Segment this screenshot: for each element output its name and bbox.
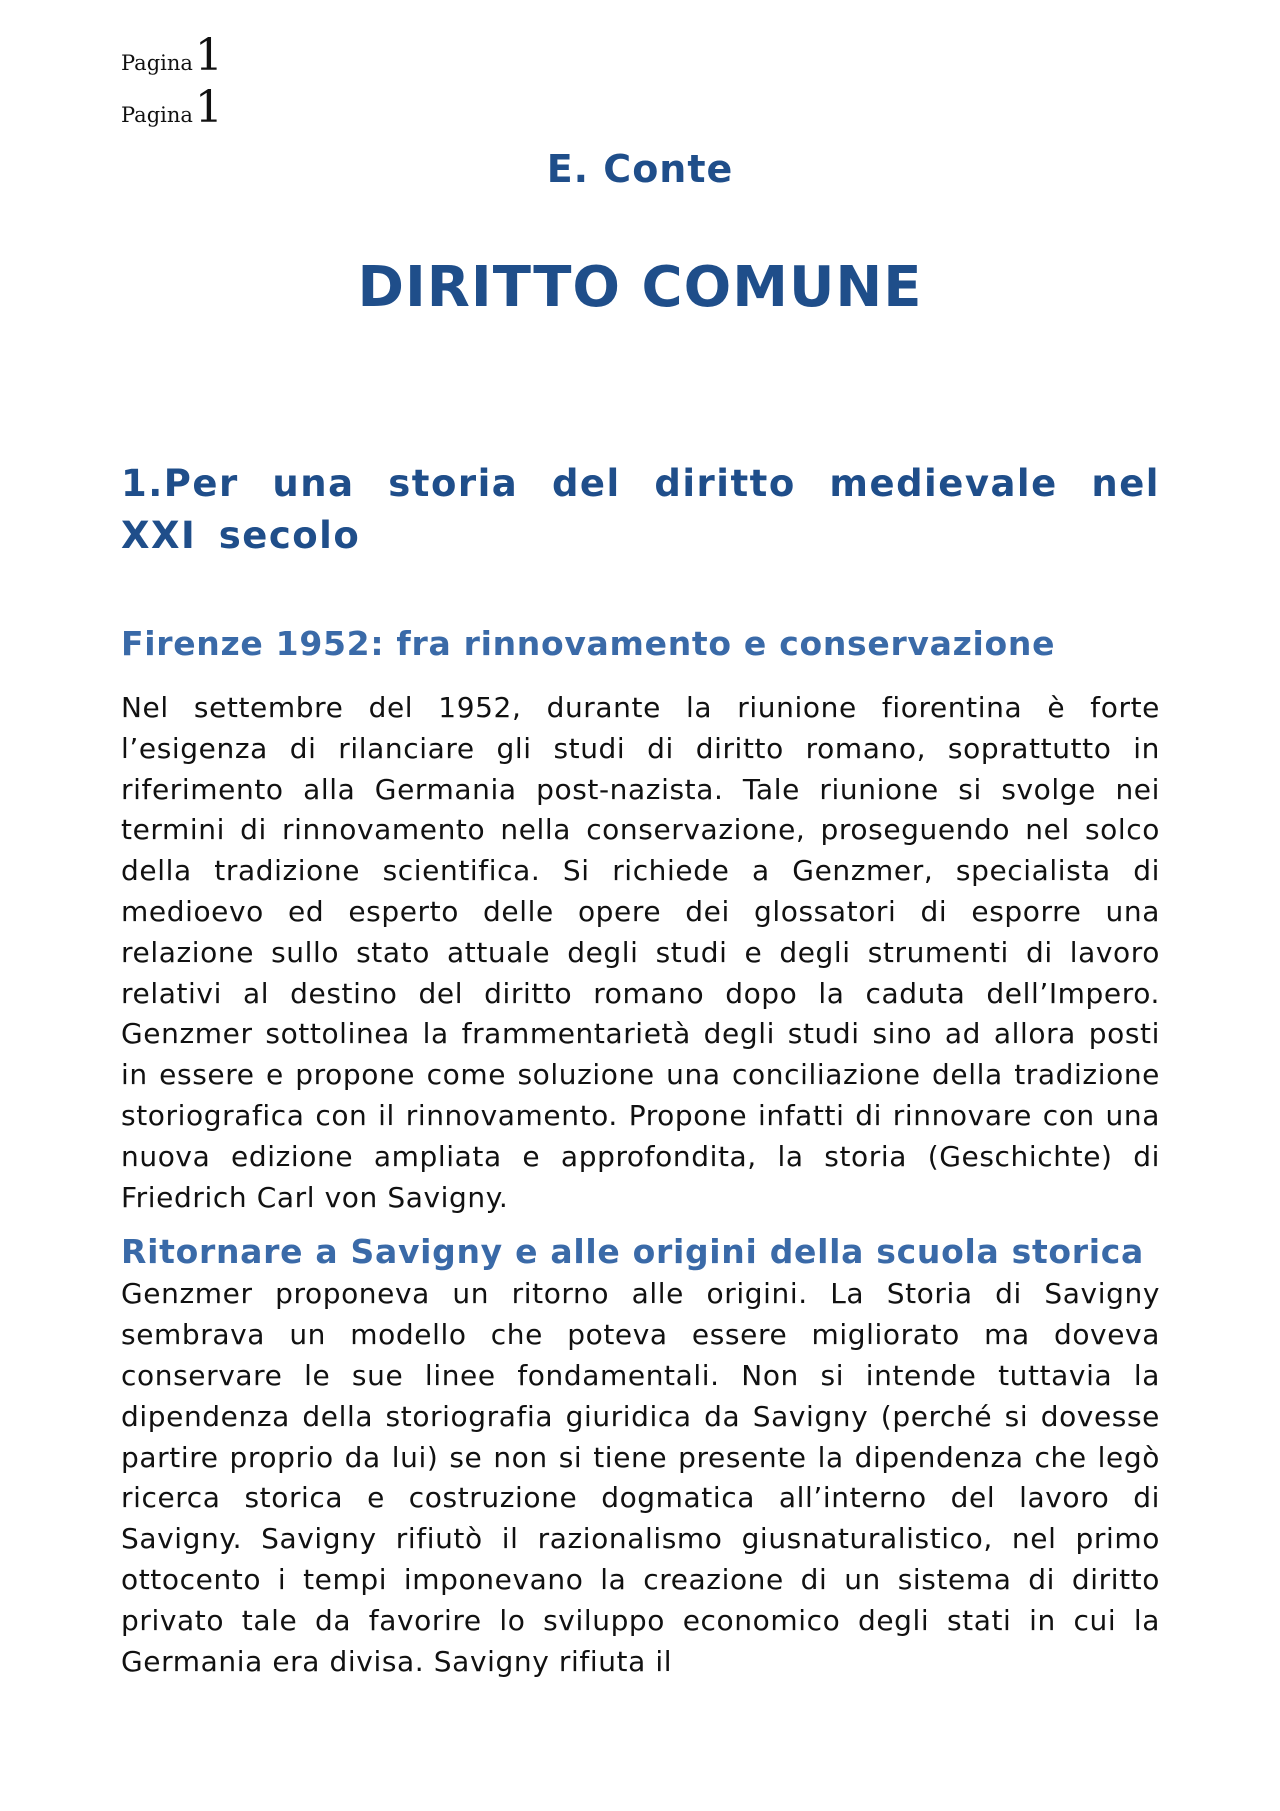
page-label: Pagina: [121, 103, 193, 127]
page-label: Pagina: [121, 51, 193, 75]
page-number-line: [121, 82, 223, 134]
section-heading: Firenze 1952: fra rinnovamento e conservazione: [121, 624, 1056, 663]
page-header: [121, 30, 223, 134]
page-number: 1: [194, 30, 223, 81]
page-number: 1: [194, 82, 223, 133]
section-paragraph: Nel settembre del 1952, durante la riunione fiorentina è forte l’esigenza di rilanciare gli studi di diritto romano, soprattutto in riferimento alla Germania post-nazista. Tale riunione si svolge nei termini di rinnovamento nella conservazione, proseguendo nel solco della tradizione scientifica. Si richiede a Genzmer, specialista di medioevo ed esperto delle opere dei glossatori di esporre una relazione sullo stato attuale degli studi e degli strumenti di lavoro relativi al destino del diritto romano dopo la caduta dell’Impero. Genzmer sottolinea la frammentarietà degli studi sino ad allora posti in essere e propone come soluzione una conciliazione della tradizione storiografica con il rinnovamento. Propone infatti di rinnovare con una nuova edizione ampliata e approfondita, la storia (Geschichte) di Friedrich Carl von Savigny.: [121, 691, 1160, 1214]
section-paragraph: Genzmer proponeva un ritorno alle origini. La Storia di Savigny sembrava un modello che poteva essere migliorato ma doveva conservare le sue linee fondamentali. Non si intende tuttavia la dipendenza della storiografia giuridica da Savigny (perché si dovesse partire proprio da lui) se non si tiene presente la dipendenza che legò ricerca storica e costruzione dogmatica all’interno del lavoro di Savigny. Savigny rifiutò il razionalismo giusnaturalistico, nel primo ottocento i tempi imponevano la creazione di un sistema di diritto privato tale da favorire lo sviluppo economico degli stati in cui la Germania era divisa. Savigny rifiuta il: [121, 1277, 1160, 1678]
chapter-heading: 1.Per una storia del diritto medievale nel XXI secolo: [121, 462, 1160, 557]
document-body: [121, 458, 1160, 1682]
document-title: DIRITTO COMUNE: [357, 255, 923, 320]
section-heading: Ritornare a Savigny e alle origini della scuola storica: [121, 1232, 1145, 1272]
page-number-line: [121, 30, 223, 82]
author-name: E. Conte: [546, 147, 734, 191]
